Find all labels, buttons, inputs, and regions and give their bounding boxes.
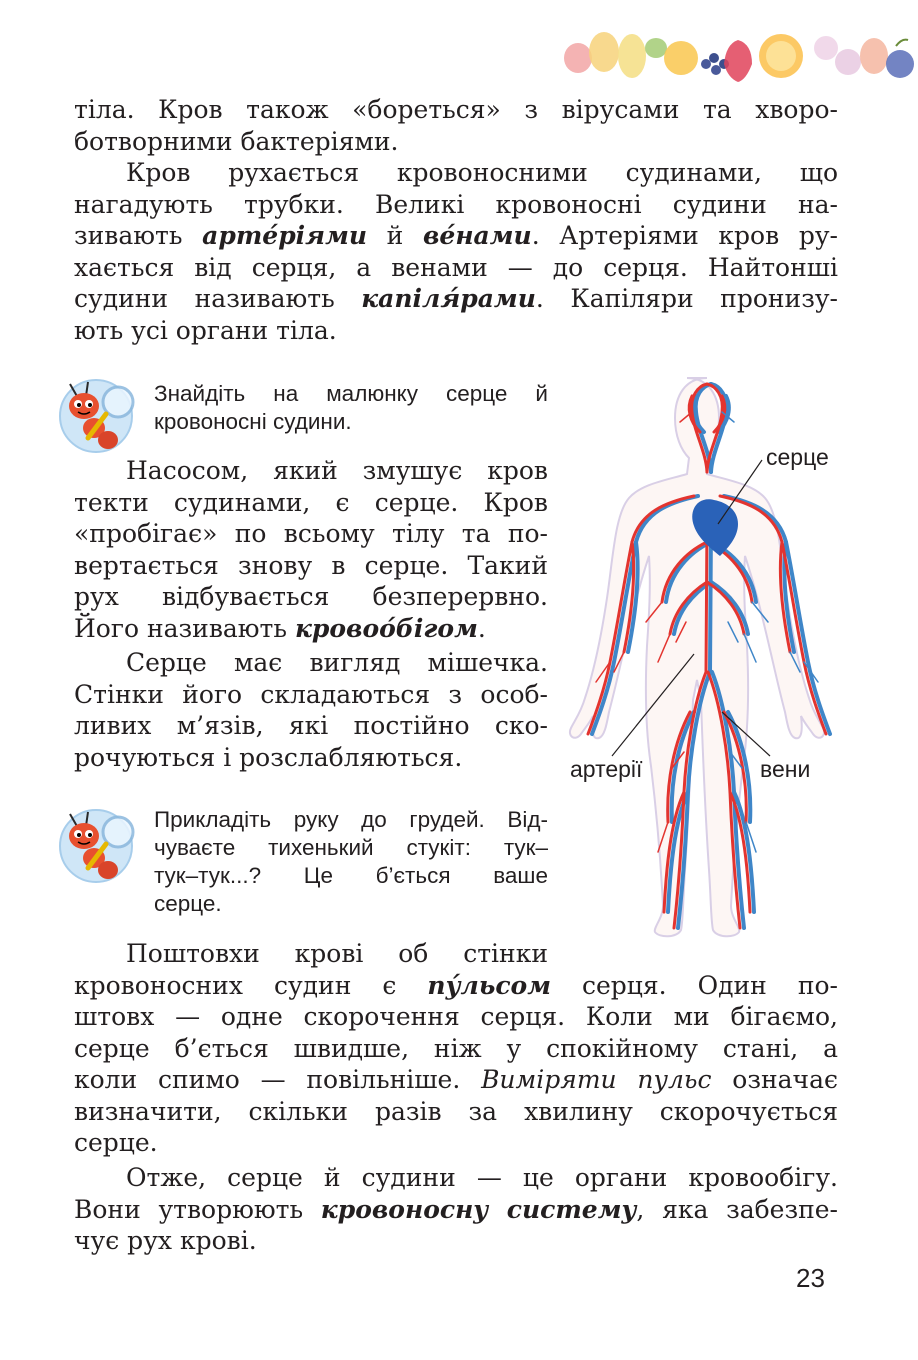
text-span: судини називають [74, 284, 362, 313]
text-line: рочуються і розслабляються. [74, 742, 463, 772]
task-2 [154, 806, 548, 918]
paragraph-6 [74, 1162, 838, 1257]
text-line [74, 970, 838, 1002]
text-span: Вони утворюють [74, 1194, 321, 1224]
text-line: Отже, серце й судини — це органи кровообігу. [126, 1163, 838, 1192]
text-line: Прикладіть руку до грудей. Від- [154, 807, 548, 832]
text-line [74, 220, 838, 252]
text-line [74, 1194, 838, 1226]
ant-magnifier-icon [58, 806, 138, 886]
text-line: ботворними бактеріями. [74, 126, 399, 156]
text-line: рух відбувається безперервно. [74, 582, 548, 611]
text-line: Стінки його складаються з особ- [74, 679, 548, 709]
text-line: «пробігає» по всьому тілу та по- [74, 519, 548, 548]
term-measure-pulse: Виміряти пульс [481, 1065, 712, 1094]
paragraph-4 [74, 647, 548, 773]
text-line: кровоносні судини. [154, 409, 352, 434]
text-span: кровоносних судин є [74, 970, 428, 1000]
text-span: . Капіляри пронизу- [535, 284, 838, 313]
label-arteries: артерії [570, 756, 643, 782]
text-line: визначити, скільки разів за хвилину скорочується [74, 1096, 838, 1126]
text-line: Поштовхи крові об стінки [126, 939, 548, 968]
text-line: Знайдіть на малюнку серце й [154, 381, 548, 406]
text-line: тук–тук...? Це б’ється ваше [154, 863, 548, 888]
text-span: коли спимо — повільніше. [74, 1065, 482, 1094]
text-line: текти судинами, є серце. Кров [74, 487, 548, 517]
term-veins: ве́нами [423, 221, 532, 250]
text-line: штовх — одне скорочення серця. Коли ми бігаємо, [74, 1002, 838, 1031]
text-line: нагадують трубки. Великі кровоносні судини на- [74, 189, 838, 219]
text-line [74, 1064, 838, 1096]
text-span: й [367, 221, 423, 250]
ant-magnifier-icon [58, 376, 138, 456]
text-line: чує рух крові. [74, 1226, 257, 1255]
task-1 [154, 380, 548, 436]
term-circulatory-system: кровоносну систему [320, 1194, 637, 1224]
text-span: означає [711, 1065, 838, 1094]
paragraph-5 [74, 938, 838, 1159]
text-span: серця. Один по- [551, 970, 838, 1000]
text-line: чуваєте тихенький стукіт: тук– [154, 835, 548, 860]
text-line: серце. [154, 891, 222, 916]
term-blood-circulation: кровоо́бігом [294, 613, 478, 643]
text-line: Насосом, який змушує кров [126, 456, 548, 485]
text-span: . Артеріями кров ру- [531, 221, 838, 250]
term-capillaries: капіля́рами [361, 284, 536, 313]
text-line: Кров рухається кровоносними судинами, що [126, 158, 838, 187]
text-line: серце б’ється швидше, ніж у спокійному стані, а [74, 1033, 838, 1063]
page-number: 23 [796, 1263, 825, 1293]
term-arteries: арте́ріями [202, 221, 368, 250]
text-span: зивають [74, 221, 203, 250]
text-line: хається від серця, а венами — до серця. Найтонші [74, 252, 838, 282]
label-veins: вени [760, 756, 811, 782]
label-heart: серце [766, 444, 829, 470]
paragraph-1 [74, 94, 838, 157]
fruit-decoration [556, 18, 918, 84]
text-line [74, 613, 548, 645]
text-line: вертається знову в серце. Такий [74, 550, 548, 580]
text-span: , яка забезпе- [636, 1194, 838, 1224]
term-pulse: пу́льсом [427, 970, 551, 1000]
text-line: ють усі органи тіла. [74, 315, 337, 345]
paragraph-2 [74, 157, 838, 346]
text-span: . [477, 613, 486, 643]
text-line [74, 283, 838, 315]
text-line: ливих м’язів, які постійно ско- [74, 711, 548, 740]
text-line: тіла. Кров також «бореться» з вірусами та хворо- [74, 95, 838, 124]
text-line: Серце має вигляд мішечка. [126, 648, 548, 677]
text-line: серце. [74, 1128, 158, 1157]
paragraph-3 [74, 455, 548, 644]
text-span: Його називають [74, 613, 295, 643]
